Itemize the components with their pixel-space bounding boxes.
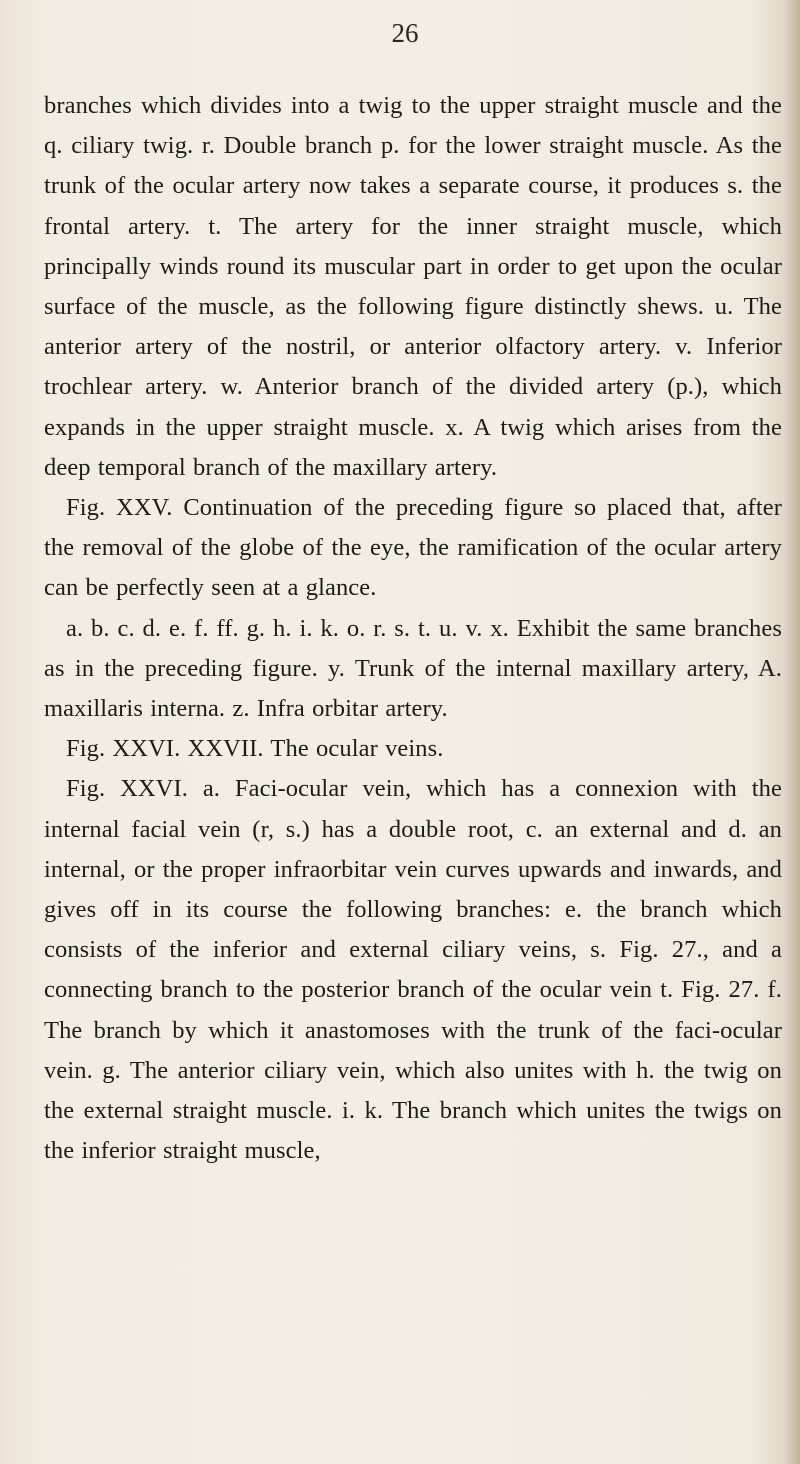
paragraph-continuation: branches which divides into a twig to the upper straight muscle and the q. ciliary twig. r. Double branch p. for the lower straight muscle. As the trunk of the ocular artery now takes a separate course, it produces s. the frontal artery. t. The artery for the inner straight muscle, which principally winds round its muscular part in order to get upon the ocular surface of the muscle, as the following figure distinctly shews. u. The anterior artery of the nostril, or anterior olfactory artery. v. Inferior trochlear artery. w. Anterior branch of the divided artery (p.), which expands in the upper straight muscle. x. A twig which arises from the deep temporal branch of the maxillary artery. bbox=[44, 92, 782, 481]
page-edge-shadow bbox=[784, 0, 800, 1464]
paragraph-fig-xxv-legend: a. b. c. d. e. f. ff. g. h. i. k. o. r. s. t. u. v. x. Exhibit the same branches as in the preceding figure. y. Trunk of the internal maxillary artery, A. maxillaris interna. z. Infra orbitar artery. bbox=[44, 614, 782, 723]
paragraph-fig-xxv: Fig. XXV. Continuation of the preceding figure so placed that, after the removal of the globe of the eye, the ramification of the ocular artery can be perfectly seen at a glance. bbox=[44, 494, 782, 602]
page-number: 26 bbox=[391, 18, 419, 48]
body-text bbox=[44, 86, 782, 1171]
paragraph-fig-xxvi-legend: Fig. XXVI. a. Faci-ocular vein, which has a connexion with the internal facial vein (r, s.) has a double root, c. an external and d. an internal, or the proper infraorbitar vein curves upwards and inwards, and gives off in its course the following branches: e. the branch which consists of the inferior and external ciliary veins, s. Fig. 27., and a connecting branch to the posterior branch of the ocular vein t. Fig. 27. f. The branch by which it anastomoses with the trunk of the faci-ocular vein. g. The anterior ciliary vein, which also unites with h. the twig on the external straight muscle. i. k. The branch which unites the twigs on the inferior straight muscle, bbox=[44, 775, 782, 1165]
paragraph-fig-xxvi-xxvii: Fig. XXVI. XXVII. The ocular veins. bbox=[66, 735, 444, 763]
